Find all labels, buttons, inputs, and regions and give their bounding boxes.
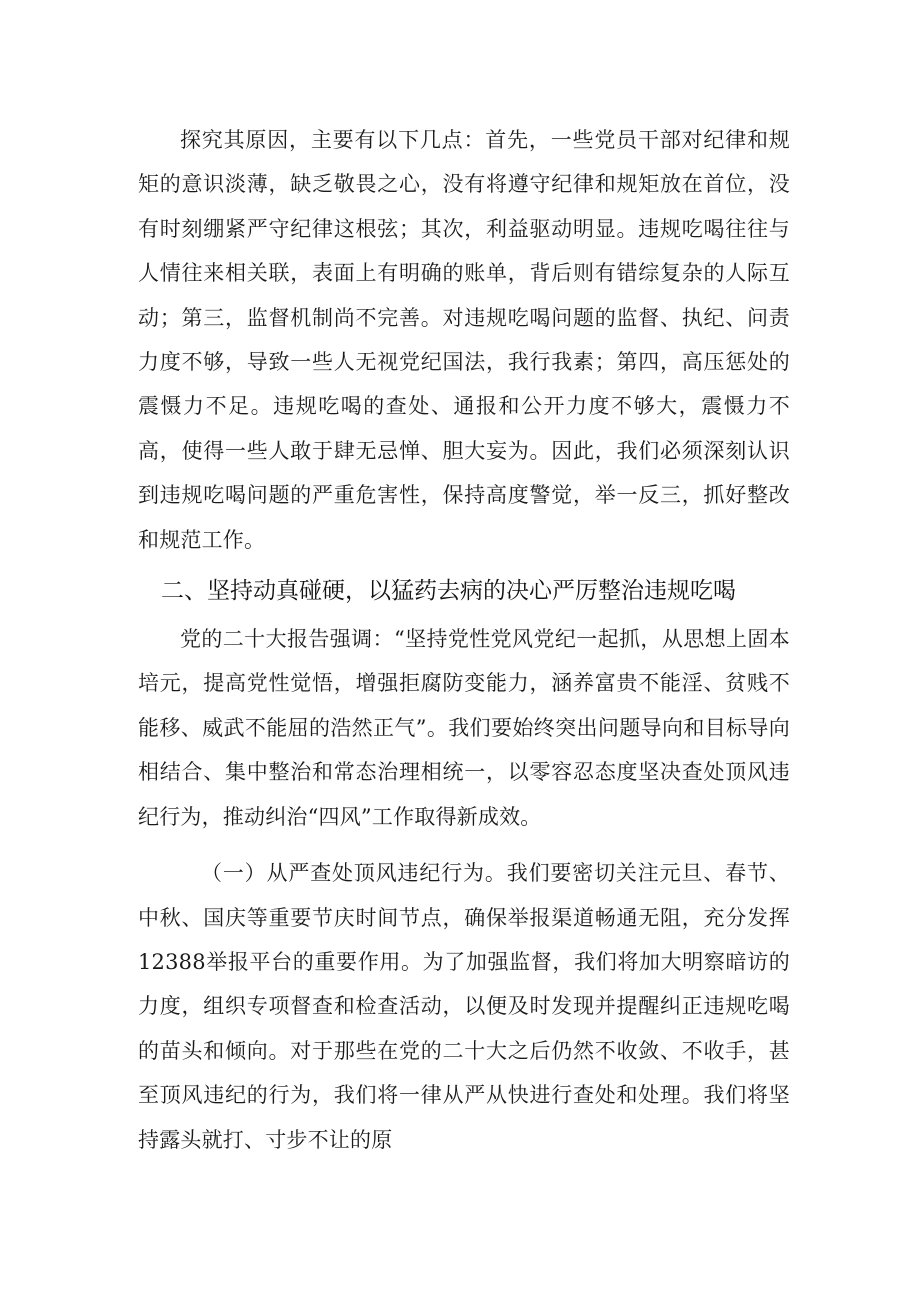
document-body: [138, 118, 790, 1162]
cause-analysis-paragraph: 探究其原因，主要有以下几点：首先，一些党员干部对纪律和规矩的意识淡薄，缺乏敬畏之心，没有将遵守纪律和规矩放在首位，没有时刻绷紧严守纪律这根弦；其次，利益驱动明显。违规吃喝往往与人情往来相关联，表面上有明确的账单，背后则有错综复杂的人际互动；第三，监督机制尚不完善。对违规吃喝问题的监督、执纪、问责力度不够，导致一些人无视党纪国法，我行我素；第四，高压惩处的震慑力不足。违规吃喝的查处、通报和公开力度不够大，震慑力不高，使得一些人敢于肆无忌惮、胆大妄为。因此，我们必须深刻认识到违规吃喝问题的严重危害性，保持高度警觉，举一反三，抓好整改和规范工作。: [138, 128, 790, 552]
section-intro-paragraph: 党的二十大报告强调：“坚持党性党风党纪一起抓，从思想上固本培元，提高党性觉悟，增强拒腐防变能力，涵养富贵不能淫、贫贱不能移、威武不能屈的浩然正气”。我们要始终突出问题导向和目标导向相结合、集中整治和常态治理相统一，以零容忍态度坚决查处顶风违纪行为，推动纠治“四风”工作取得新成效。: [138, 627, 790, 829]
section-heading: 二、坚持动真碰硬，以猛药去病的决心严厉整治违规吃喝: [161, 578, 736, 605]
subsection-paragraph: （一）从严查处顶风违纪行为。我们要密切关注元旦、春节、中秋、国庆等重要节庆时间节点，确保举报渠道畅通无阻，充分发挥12388举报平台的重要作用。为了加强监督，我们将加大明察暗访的力度，组织专项督查和检查活动，以便及时发现并提醒纠正违规吃喝的苗头和倾向。对于那些在党的二十大之后仍然不收敛、不收手，甚至顶风违纪的行为，我们将一律从严从快进行查处和处理。我们将坚持露头就打、寸步不让的原: [138, 861, 790, 1152]
